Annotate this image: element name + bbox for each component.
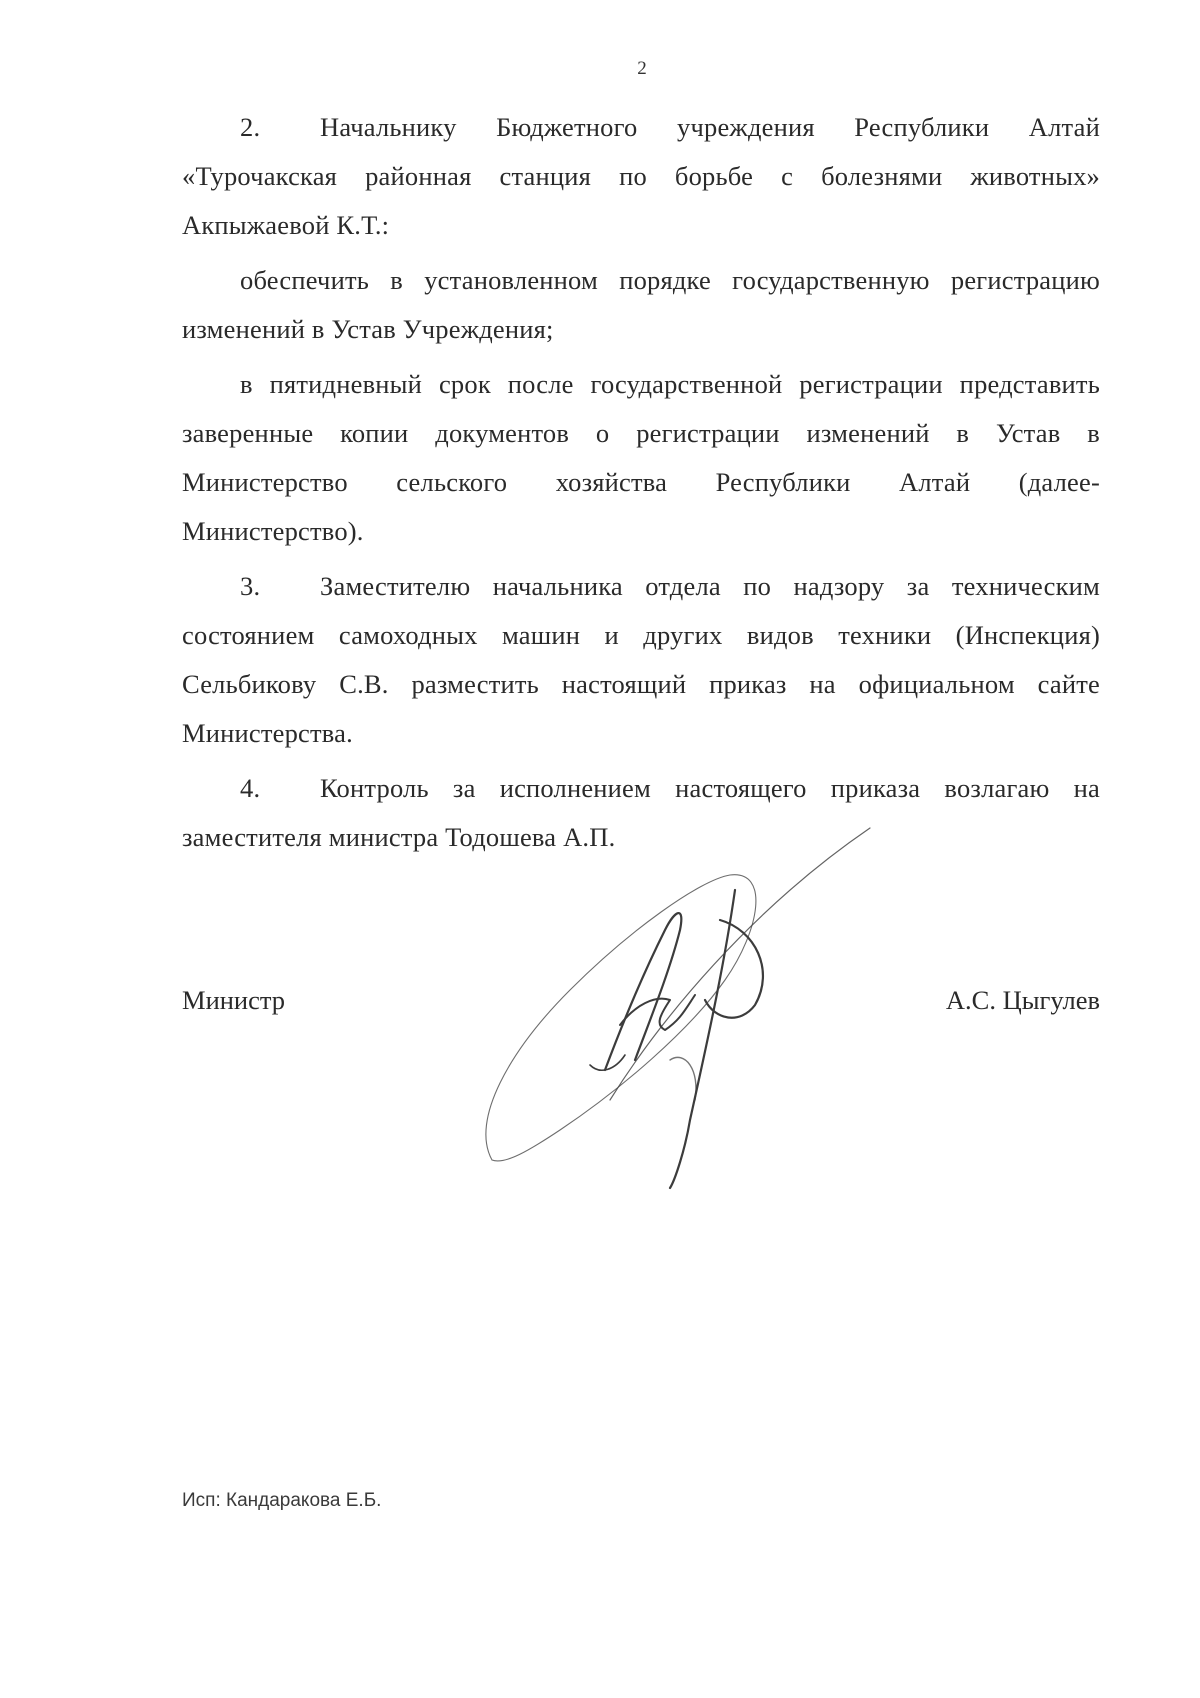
document-body bbox=[182, 103, 1100, 862]
paragraph-register-changes bbox=[182, 256, 1100, 354]
paragraph-line: «Турочакская районная станция по борьбе с болезнями животных» bbox=[182, 161, 1100, 191]
signer-position: Министр bbox=[182, 985, 286, 1015]
item-number: 2. bbox=[240, 112, 261, 142]
paragraph-line: Сельбикову С.В. разместить настоящий приказ на официальном сайте bbox=[182, 669, 1100, 699]
paragraph-line: состоянием самоходных машин и других видов техники (Инспекция) bbox=[182, 620, 1100, 650]
item-number: 4. bbox=[240, 773, 261, 803]
paragraph-item-2 bbox=[182, 103, 1100, 250]
signer-name: А.С. Цыгулев bbox=[945, 985, 1100, 1015]
paragraph-text: Начальнику Бюджетного учреждения Республики Алтай bbox=[320, 112, 1100, 142]
paragraph-line: Министерства. bbox=[182, 718, 353, 748]
paragraph-line: заверенные копии документов о регистрации изменений в Устав в bbox=[182, 418, 1100, 448]
paragraph-line: Министерство сельского хозяйства Республики Алтай (далее- bbox=[182, 467, 1100, 497]
paragraph-submit-copies bbox=[182, 360, 1100, 556]
paragraph-line: Министерство). bbox=[182, 516, 364, 546]
paragraph-item-3 bbox=[182, 562, 1100, 758]
executor-note: Исп: Кандаракова Е.Б. bbox=[182, 1490, 382, 1511]
handwritten-signature bbox=[470, 820, 910, 1200]
page-number: 2 bbox=[637, 58, 647, 79]
paragraph-text: Контроль за исполнением настоящего приказа возлагаю на bbox=[320, 773, 1100, 803]
paragraph-line: обеспечить в установленном порядке государственную регистрацию bbox=[240, 265, 1100, 295]
paragraph-line bbox=[182, 562, 1100, 611]
paragraph-line: в пятидневный срок после государственной регистрации представить bbox=[240, 369, 1100, 399]
paragraph-line bbox=[182, 103, 1100, 152]
paragraph-line: заместителя министра Тодошева А.П. bbox=[182, 822, 616, 852]
item-number: 3. bbox=[240, 571, 261, 601]
paragraph-line: изменений в Устав Учреждения; bbox=[182, 314, 554, 344]
paragraph-line bbox=[182, 764, 1100, 813]
paragraph-line: Акпыжаевой К.Т.: bbox=[182, 210, 390, 240]
paragraph-text: Заместителю начальника отдела по надзору за техническим bbox=[320, 571, 1100, 601]
